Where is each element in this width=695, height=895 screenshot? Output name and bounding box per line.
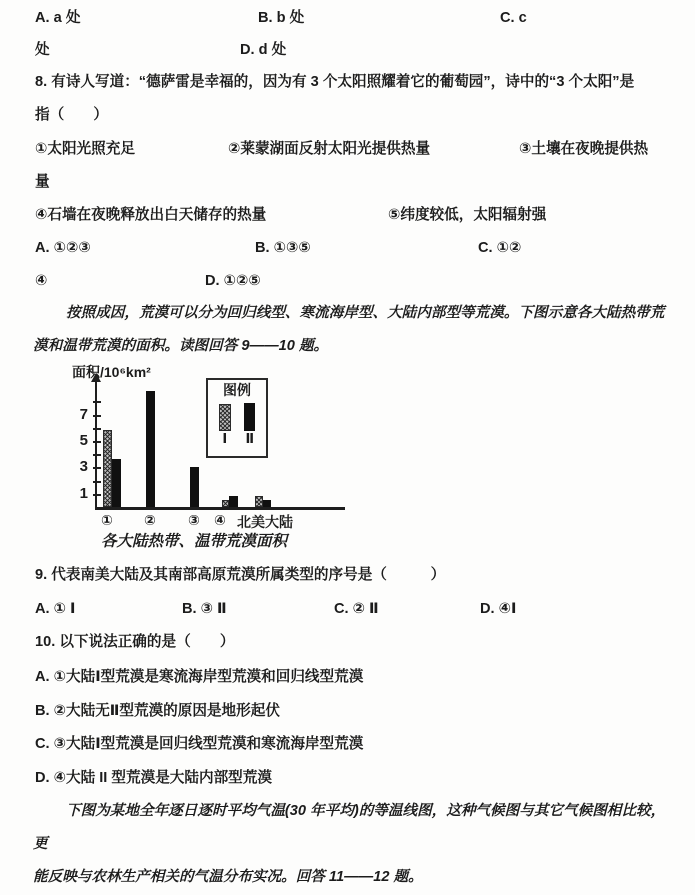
text-line [0,632,695,654]
text-segment: 下图为某地全年逐日逐时平均气温(30 年平均)的等温线图，这种气候图与其它气候图相比较， [66,803,666,819]
text-line [0,801,695,823]
text-segment: C. ② Ⅱ [334,601,379,617]
text-segment: A. ①大陆Ⅰ型荒漠是寒流海岸型荒漠和回归线型荒漠 [35,669,364,685]
text-segment: A. a 处 [35,10,81,26]
text-line [0,72,695,94]
text-line [0,205,695,227]
text-segment: C. ①② [478,240,522,256]
chart-legend [206,378,268,458]
x-axis-line [95,507,345,510]
text-segment: 8. 有诗人写道：“德萨雷是幸福的，因为有 3 个太阳照耀着它的葡萄园”，诗中的“3 个太阳”是 [35,74,635,90]
text-line [0,667,695,689]
bar-Ⅱ-③ [190,467,199,507]
x-tick-label: ② [144,512,156,528]
text-segment: 量 [35,174,50,190]
bar-Ⅰ-④ [222,500,229,507]
x-tick-label: ③ [188,512,200,528]
text-segment: ③土壤在夜晚提供热 [519,141,649,157]
y-axis-tick [93,428,101,430]
legend-swatch-black-icon [244,403,255,431]
text-segment: C. ③大陆Ⅰ型荒漠是回归线型荒漠和寒流海岸型荒漠 [35,736,364,752]
text-segment: D. ④Ⅰ [480,601,517,617]
legend-items [208,403,266,446]
x-tick-label: 北美大陆 [237,514,293,530]
text-segment: 处 [35,42,50,58]
text-line [0,271,695,293]
y-axis-tick [93,401,101,403]
text-line [0,172,695,194]
legend-label-1: Ⅰ [222,431,228,446]
y-tick-label: 1 [79,484,88,502]
legend-swatch-hatched-icon [219,404,231,431]
y-axis-tick [93,467,101,469]
text-line [0,768,695,790]
text-segment: 10. 以下说法正确的是（ ） [35,634,235,650]
legend-item-type2 [244,403,255,446]
text-segment: ⑤纬度较低，太阳辐射强 [388,207,547,223]
text-segment: A. ①②③ [35,240,91,256]
text-segment: D. ④大陆 II 型荒漠是大陆内部型荒漠 [35,770,272,786]
text-segment: ④石墙在夜晚释放出白天储存的热量 [35,207,267,223]
text-line [0,599,695,621]
bar-Ⅰ-北美大陆 [255,496,263,507]
y-axis-line [95,381,97,508]
bar-Ⅱ-① [112,459,121,507]
x-tick-label: ④ [214,512,226,528]
text-line [0,139,695,161]
desert-area-bar-chart [60,362,380,562]
text-segment: 更 [33,836,48,852]
y-axis-tick [93,494,101,496]
legend-title: 图例 [223,382,251,398]
text-segment: 按照成因，荒漠可以分为回归线型、寒流海岸型、大陆内部型等荒漠。下图示意各大陆热带荒 [66,305,665,321]
y-tick-label: 7 [79,405,88,423]
text-segment: C. c [500,10,527,26]
legend-label-2: Ⅱ [245,431,255,446]
text-segment: B. ③ Ⅱ [182,601,227,617]
text-segment: A. ① Ⅰ [35,601,76,617]
text-segment: ④ [35,273,48,289]
text-segment: B. b 处 [258,10,305,26]
chart-caption: 各大陆热带、温带荒漠面积 [101,533,288,550]
text-segment: 漠和温带荒漠的面积。读图回答 9——10 题。 [33,338,329,354]
text-line [0,8,695,30]
text-segment: 能反映与农林生产相关的气温分布实况。回答 11——12 题。 [33,869,423,885]
text-line [0,701,695,723]
y-tick-label: 5 [79,432,88,449]
y-axis-label: 面积/10⁶km² [72,364,151,380]
text-segment: D. d 处 [240,42,287,58]
text-segment: D. ①②⑤ [205,273,261,289]
x-tick-label: ① [101,512,113,528]
text-line [0,303,695,325]
text-segment: 指（ ） [35,107,108,123]
text-segment: B. ②大陆无Ⅱ型荒漠的原因是地形起伏 [35,703,280,719]
y-axis-tick [93,415,101,417]
text-line [0,238,695,260]
text-segment: ②莱蒙湖面反射太阳光提供热量 [228,141,431,157]
bar-Ⅰ-① [103,430,112,507]
bar-Ⅱ-北美大陆 [263,500,271,507]
text-line [0,105,695,127]
text-line [0,867,695,889]
text-segment: B. ①③⑤ [255,240,311,256]
text-line [0,336,695,358]
text-segment: 9. 代表南美大陆及其南部高原荒漠所属类型的序号是（ ） [35,567,446,583]
bar-Ⅱ-④ [229,496,238,507]
y-axis-tick [93,441,101,443]
text-line [0,834,695,856]
text-line [0,565,695,587]
y-axis-tick [93,454,101,456]
text-segment: ①太阳光照充足 [35,141,135,157]
text-line [0,734,695,756]
text-line [0,40,695,62]
y-tick-label: 3 [79,458,88,476]
bar-Ⅱ-② [146,391,155,507]
y-axis-tick [93,481,101,483]
legend-item-type1 [219,404,231,446]
